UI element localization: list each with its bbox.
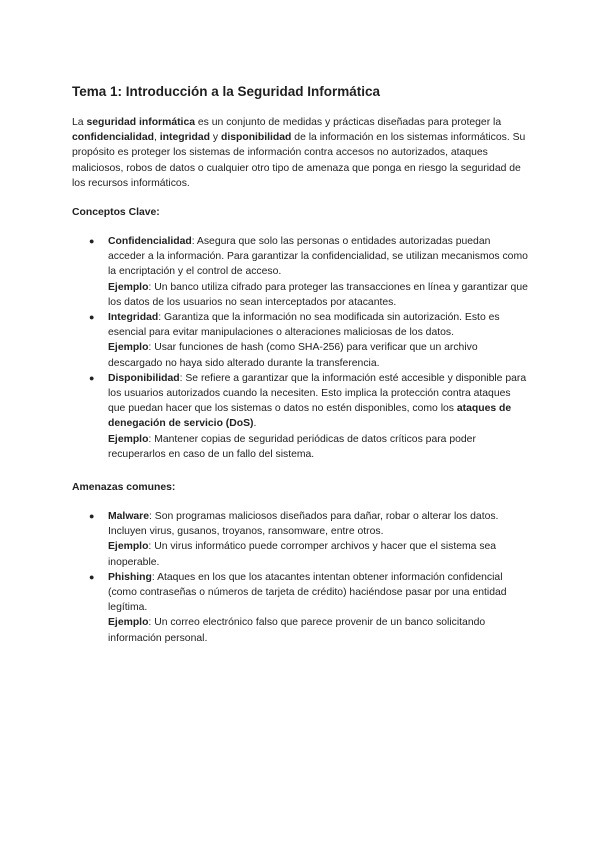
example-text: : Usar funciones de hash (como SHA-256) para verificar que un archivo descargado no haya sido alterado durante la transferencia. bbox=[108, 342, 478, 369]
item-term: Malware bbox=[108, 511, 150, 523]
item-description bbox=[108, 234, 528, 280]
bullet-icon: ● bbox=[89, 312, 95, 323]
conceptos-list bbox=[72, 234, 528, 462]
list-item bbox=[72, 310, 528, 371]
intro-text: es un conjunto de medidas y prácticas diseñadas para proteger la bbox=[195, 117, 502, 128]
list-item bbox=[72, 570, 528, 646]
section-heading-conceptos: Conceptos Clave: bbox=[72, 207, 160, 219]
example-label: Ejemplo bbox=[108, 617, 149, 629]
bullet-icon: ● bbox=[89, 511, 95, 522]
item-desc-text: : Ataques en los que los atacantes intentan obtener información confidencial (como contraseñas o números de tarjeta de crédito) haciéndose pasar por una entidad legítima. bbox=[108, 571, 507, 614]
bullet-icon: ● bbox=[89, 236, 95, 247]
example-label: Ejemplo bbox=[108, 342, 149, 354]
item-description bbox=[108, 310, 528, 340]
section-heading-amenazas: Amenazas comunes: bbox=[72, 482, 176, 494]
list-item bbox=[72, 509, 528, 570]
item-description bbox=[108, 509, 528, 539]
bullet-icon: ● bbox=[89, 571, 95, 582]
example-text: : Un banco utiliza cifrado para proteger las transacciones en línea y garantizar que los datos de los usuarios no sean interceptados por atacantes. bbox=[108, 281, 528, 308]
example-label: Ejemplo bbox=[108, 433, 149, 445]
item-description bbox=[108, 371, 528, 432]
item-desc-text: : Garantiza que la información no sea modificada sin autorización. Esto es esencial para evitar manipulaciones o alteraciones maliciosas de los datos. bbox=[108, 312, 500, 339]
item-description bbox=[108, 570, 528, 616]
example-text: : Mantener copias de seguridad periódicas de datos críticos para poder recuperarlos en caso de un fallo del sistema. bbox=[108, 433, 476, 460]
item-desc-text: : Se refiere a garantizar que la información esté accesible y disponible para los usuarios autorizados cuando la necesiten. Esto implica la protección contra ataques que puedan hacer que los sistemas o datos no estén disponibles, como los bbox=[108, 372, 527, 415]
item-example bbox=[108, 539, 528, 569]
intro-paragraph bbox=[72, 115, 528, 191]
page-title: Tema 1: Introducción a la Seguridad Informática bbox=[72, 84, 381, 99]
intro-bold-term: confidencialidad bbox=[72, 132, 154, 144]
amenazas-list bbox=[72, 509, 528, 646]
example-text: : Un correo electrónico falso que parece provenir de un banco solicitando información personal. bbox=[108, 617, 486, 644]
intro-text: de la información en los sistemas informáticos. Su propósito es proteger los sistemas de información contra accesos no autorizados, ataques maliciosos, robos de datos o cualquier otro tipo de amenaza que ponga en riesgo la seguridad de los recursos informáticos. bbox=[72, 132, 526, 189]
bullet-icon: ● bbox=[89, 372, 95, 383]
item-term: Integridad bbox=[108, 312, 159, 324]
item-example bbox=[108, 280, 528, 310]
intro-text: La bbox=[72, 117, 87, 128]
item-desc-text: : Asegura que solo las personas o entidades autorizadas puedan acceder a la información. Para garantizar la confidencialidad, se utilizan mecanismos como la encriptación y el control de acceso. bbox=[108, 236, 528, 278]
intro-text: y bbox=[210, 132, 221, 144]
item-desc-text: : Son programas maliciosos diseñados para dañar, robar o alterar los datos. Incluyen virus, gusanos, troyanos, ransomware, entre otros. bbox=[108, 511, 499, 538]
intro-bold-term: seguridad informática bbox=[86, 117, 196, 128]
item-example bbox=[108, 432, 528, 462]
example-label: Ejemplo bbox=[108, 541, 149, 553]
item-term: Confidencialidad bbox=[108, 236, 192, 248]
intro-text: , bbox=[153, 132, 160, 144]
item-example bbox=[108, 340, 528, 370]
example-text: : Un virus informático puede corromper archivos y hacer que el sistema sea inoperable. bbox=[108, 541, 497, 568]
list-item bbox=[72, 371, 528, 462]
item-example bbox=[108, 615, 528, 645]
intro-bold-term: disponibilidad bbox=[220, 132, 292, 144]
list-item bbox=[72, 234, 528, 310]
example-label: Ejemplo bbox=[108, 281, 149, 293]
item-bold-phrase: ataques de denegación de servicio (DoS) bbox=[108, 403, 512, 430]
item-desc-text: . bbox=[253, 418, 257, 430]
document-page bbox=[72, 84, 528, 646]
item-term: Disponibilidad bbox=[108, 372, 180, 384]
intro-bold-term: integridad bbox=[159, 132, 210, 144]
item-term: Phishing bbox=[108, 571, 152, 583]
